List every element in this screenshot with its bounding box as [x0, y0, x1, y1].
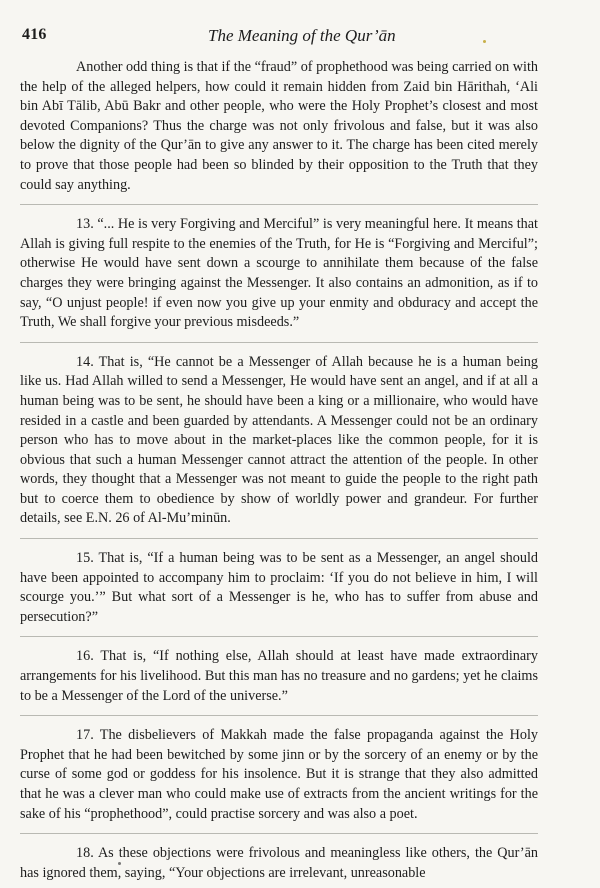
print-speck	[483, 40, 486, 43]
print-speck	[118, 862, 121, 865]
note-divider	[20, 636, 538, 637]
note-18: 18. As these objections were frivolous and meaningless like others, the Qur’ān has ignored them, saying, “Your objections are irrelevant, unreasonable	[20, 845, 538, 881]
note-14: 14. That is, “He cannot be a Messenger of Allah because he is a human being like us. Had Allah willed to send a Messenger, He would have sent an angel, and if at all a human being was to be sent, he should have been a king or a millionaire, who would have resided in a castle and been guarded by attendants. A Messenger could not be an ordinary person who has to move about in the market-places like the common people, for it is obvious that such a human Messenger cannot attract the attention of the people. In other words, they thought that a Messenger was not meant to guide the people to the right path but to coerce them to obedience by show of worldly power and grandeur. For further details, see E.N. 26 of Al-Mu’minūn.	[20, 353, 538, 527]
note-15: 15. That is, “If a human being was to be sent as a Messenger, an angel should have been appointed to accompany him to proclaim: ‘If you do not believe in him, I will scourge you.’” But what sort of a Messenger is he, who has to suffer from abuse and persecution?”	[20, 550, 538, 625]
note-divider	[20, 715, 538, 716]
page-header	[22, 26, 560, 48]
note-17: 17. The disbelievers of Makkah made the false propaganda against the Holy Prophet that he had been bewitched by some jinn or by the sorcery of an enemy or by the curse of some god or goddess for his insolence. But it is strange that they also admitted that he was a clever man who could make use of extracts from the ancient writings for the sake of his “prophethood”, could practise sorcery and was also a poet.	[20, 727, 538, 822]
note-divider	[20, 342, 538, 343]
note-divider	[20, 538, 538, 539]
running-title: The Meaning of the Qur’ān	[208, 26, 396, 45]
note-divider	[20, 204, 538, 205]
page-number: 416	[22, 26, 47, 43]
note-divider	[20, 833, 538, 834]
page-body	[20, 58, 538, 883]
note-13: 13. “... He is very Forgiving and Merciful” is very meaningful here. It means that Allah is giving full respite to the enemies of the Truth, for He is “Forgiving and Merciful”; otherwise He would have sent down a scourge to annihilate them because of the false charges they were bringing against the Messenger. It also contains an admonition, as if to say, “O unjust people! if even now you give up your enmity and obduracy and accept the Truth, We shall forgive your previous misdeeds.”	[20, 216, 538, 331]
note-16: 16. That is, “If nothing else, Allah should at least have made extraordinary arrangements for his livelihood. But this man has no treasure and no gardens; yet he claims to be a Messenger of the Lord of the universe.”	[20, 648, 538, 704]
paragraph-intro: Another odd thing is that if the “fraud” of prophethood was being carried on with the help of the alleged helpers, how could it remain hidden from Zaid bin Hārithah, ‘Ali bin Abī Tālib, Abū Bakr and other people, who were the Holy Prophet’s closest and most devoted Companions? Thus the charge was not only frivolous and false, but it was also below the dignity of the Qur’ān to give any answer to it. The charge has been cited merely to prove that those people had been so blinded by their opposition to the Truth that they could say anything.	[20, 59, 538, 193]
